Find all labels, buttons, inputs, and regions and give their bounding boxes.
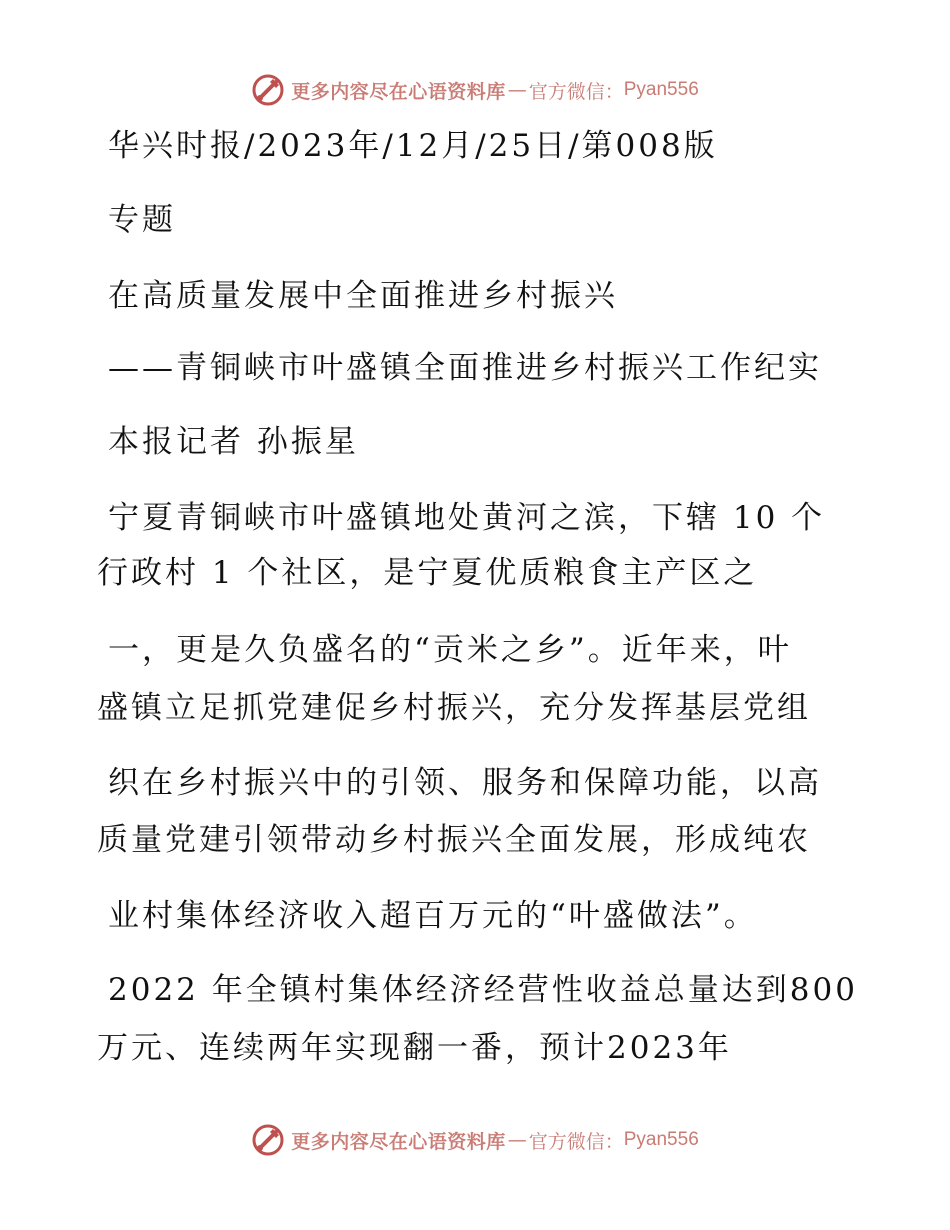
body-line: 一，更是久负盛名的“贡米之乡”。近年来，叶 <box>108 632 792 668</box>
body-line: 盛镇立足抓党建促乡村振兴，充分发挥基层党组 <box>97 690 811 726</box>
watermark-label: 官方微信： <box>528 80 624 103</box>
watermark-text: 更多内容尽在心语资料库 <box>291 1130 506 1153</box>
body-line: 行政村 1 个社区，是宁夏优质粮食主产区之 <box>97 555 758 591</box>
watermark-wechat-id: Pyan556 <box>623 1129 699 1150</box>
dateline: 华兴时报/2023年/12月/25日/第008版 <box>108 128 718 164</box>
body-line: 2022 年全镇村集体经济经营性收益总量达到800 <box>108 972 858 1008</box>
section-label: 专题 <box>108 202 176 238</box>
watermark-footer <box>0 1120 950 1160</box>
watermark-header <box>0 70 950 110</box>
watermark-text: 更多内容尽在心语资料库 <box>291 80 506 103</box>
body-line: 业村集体经济收入超百万元的“叶盛做法”。 <box>108 898 758 934</box>
watermark-label: 官方微信： <box>528 1130 624 1153</box>
brush-logo-icon <box>251 73 285 107</box>
watermark-separator: — <box>507 79 527 101</box>
watermark-wechat-id: Pyan556 <box>623 79 699 100</box>
body-line: 宁夏青铜峡市叶盛镇地处黄河之滨，下辖 10 个 <box>108 500 826 536</box>
body-line: 质量党建引领带动乡村振兴全面发展，形成纯农 <box>97 822 811 858</box>
article-subtitle: ——青铜峡市叶盛镇全面推进乡村振兴工作纪实 <box>108 350 822 386</box>
byline: 本报记者 孙振星 <box>108 424 359 460</box>
article-title: 在高质量发展中全面推进乡村振兴 <box>108 278 618 314</box>
body-line: 织在乡村振兴中的引领、服务和保障功能，以高 <box>108 765 822 801</box>
brush-logo-icon <box>251 1123 285 1157</box>
watermark-separator: — <box>507 1129 527 1151</box>
body-line: 万元、连续两年实现翻一番，预计2023年 <box>97 1030 732 1066</box>
